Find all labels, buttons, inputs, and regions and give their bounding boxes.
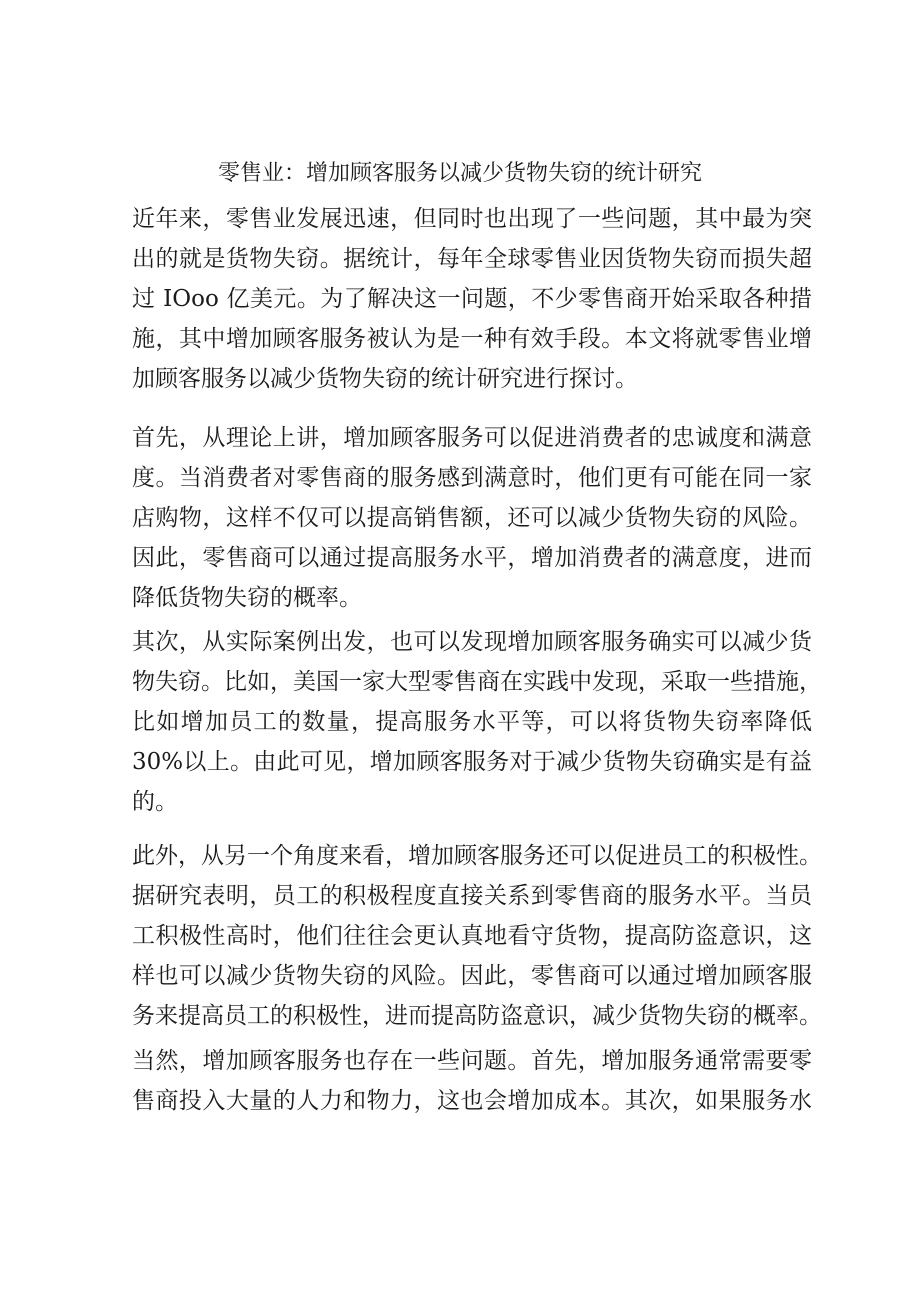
text-line: 过 IOoo 亿美元。为了解决这一问题，不少零售商开始采取各种措	[132, 286, 812, 312]
text-line: 的。	[132, 789, 178, 815]
document-title: 零售业：增加顾客服务以减少货物失窃的统计研究	[217, 161, 702, 186]
text-line: 售商投入大量的人力和物力，这也会增加成本。其次，如果服务水	[132, 1088, 812, 1114]
paragraph-3	[132, 622, 822, 822]
text-line: 度。当消费者对零售商的服务感到满意时，他们更有可能在同一家	[132, 465, 812, 491]
text-line: 加顾客服务以减少货物失窃的统计研究进行探讨。	[132, 366, 638, 392]
paragraph-4	[132, 836, 822, 1036]
paragraph-1	[132, 199, 812, 399]
text-line: 据研究表明，员工的积极程度直接关系到零售商的服务水平。当员	[132, 883, 812, 909]
text-line: 务来提高员工的积极性，进而提高防盗意识，减少货物失窃的概率。	[132, 1003, 822, 1029]
text-line: 首先，从理论上讲，增加顾客服务可以促进消费者的忠诚度和满意	[132, 425, 812, 451]
text-line: 比如增加员工的数量，提高服务水平等，可以将货物失窃率降低	[132, 709, 812, 735]
text-line: 工积极性高时，他们往往会更认真地看守货物，提高防盗意识，这	[132, 923, 812, 949]
text-line: 降低货物失窃的概率。	[132, 585, 362, 611]
text-line: 此外，从另一个角度来看，增加顾客服务还可以促进员工的积极性。	[132, 843, 822, 869]
text-line: 施，其中增加顾客服务被认为是一种有效手段。本文将就零售业增	[132, 326, 812, 352]
text-line: 其次，从实际案例出发，也可以发现增加顾客服务确实可以减少货	[132, 629, 812, 655]
text-line: 店购物，这样不仅可以提高销售额，还可以减少货物失窃的风险。	[132, 505, 812, 531]
text-line: 物失窃。比如，美国一家大型零售商在实践中发现，采取一些措施，	[132, 669, 822, 695]
paragraph-2	[132, 418, 812, 618]
text-line: 出的就是货物失窃。据统计，每年全球零售业因货物失窃而损失超	[132, 246, 812, 272]
text-line: 30%以上。由此可见，增加顾客服务对于减少货物失窃确实是有益	[132, 749, 812, 775]
text-line: 近年来，零售业发展迅速，但同时也出现了一些问题，其中最为突	[132, 206, 812, 232]
text-line: 因此，零售商可以通过提高服务水平，增加消费者的满意度，进而	[132, 545, 812, 571]
paragraph-5	[132, 1041, 812, 1121]
text-line: 样也可以减少货物失窃的风险。因此，零售商可以通过增加顾客服	[132, 963, 812, 989]
text-line: 当然，增加顾客服务也存在一些问题。首先，增加服务通常需要零	[132, 1048, 812, 1074]
